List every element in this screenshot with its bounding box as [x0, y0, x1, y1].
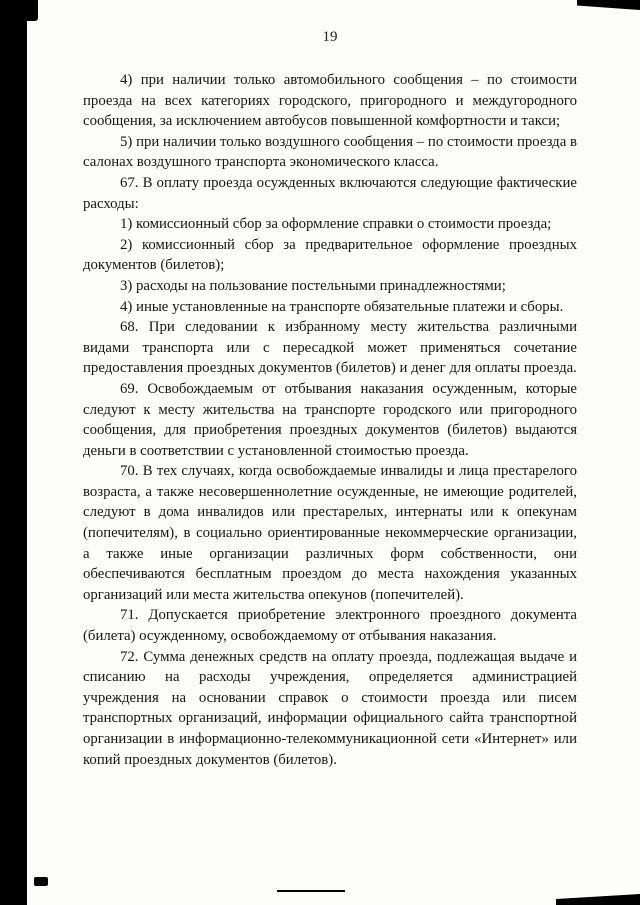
paragraph: 71. Допускается приобретение электронного проездного документа (билета) осужденному, освобождаемому от отбывания наказания. [83, 607, 577, 645]
scan-artifact-top-left-corner [0, 0, 38, 21]
paragraph: 4) при наличии только автомобильного сообщения – по стоимости проезда на всех категориях городского, пригородного и междугородного сообщения, за исключением автобусов повышенной комфортности и такси; [83, 72, 577, 130]
paragraph: 4) иные установленные на транспорте обязательные платежи и сборы. [120, 298, 564, 315]
scan-artifact-bottom-right-corner [556, 894, 640, 905]
scan-artifact-bottom-center-line [277, 890, 345, 892]
paragraph: 69. Освобождаемым от отбывания наказания осужденным, которые следуют к месту жительства на транспорте городского или пригородного сообщения, для приобретения проездных документов (билетов) выдаются деньги в соответствии с установленной стоимостью проезда. [83, 380, 577, 459]
scan-artifact-bottom-left-mark [34, 877, 48, 886]
paragraph: 3) расходы на пользование постельными принадлежностями; [120, 277, 506, 294]
paragraph: 2) комиссионный сбор за предварительное оформление проездных документов (билетов); [83, 236, 577, 274]
page-number: 19 [322, 29, 338, 45]
scan-artifact-left-edge [0, 0, 27, 905]
paragraph: 1) комиссионный сбор за оформление справки о стоимости проезда; [120, 216, 552, 233]
paragraph: 68. При следовании к избранному месту жительства различными видами транспорта или с пересадкой может применяться сочетание предоставления проездных документов (билетов) и денег для оплаты проезда. [83, 319, 577, 377]
paragraph: 67. В оплату проезда осужденных включаются следующие фактические расходы: [83, 174, 577, 212]
paragraph: 72. Сумма денежных средств на оплату проезда, подлежащая выдаче и списанию на расходы учреждения, определяется администрацией учреждения на основании справок о стоимости проезда или писем транспортных организаций, информации официального сайта транспортной организации в информационно-телекоммуникационной сети «Интернет» или копий проездных документов (билетов). [83, 648, 577, 768]
paragraph: 70. В тех случаях, когда освобождаемые инвалиды и лица престарелого возраста, а также несовершеннолетние осужденные, не имеющие родителей, следуют в дома инвалидов или престарелых, интернаты или к опекунам (попечителям), в социально ориентированные некоммерческие организации, а также иные организации различных форм собственности, они обеспечиваются бесплатным проездом до места нахождения указанных организаций или места жительства опекунов (попечителей). [83, 463, 577, 603]
scan-artifact-top-right-edge [577, 0, 640, 10]
document-body [83, 70, 577, 770]
paragraph: 5) при наличии только воздушного сообщения – по стоимости проезда в салонах воздушного транспорта экономического класса. [83, 133, 577, 171]
